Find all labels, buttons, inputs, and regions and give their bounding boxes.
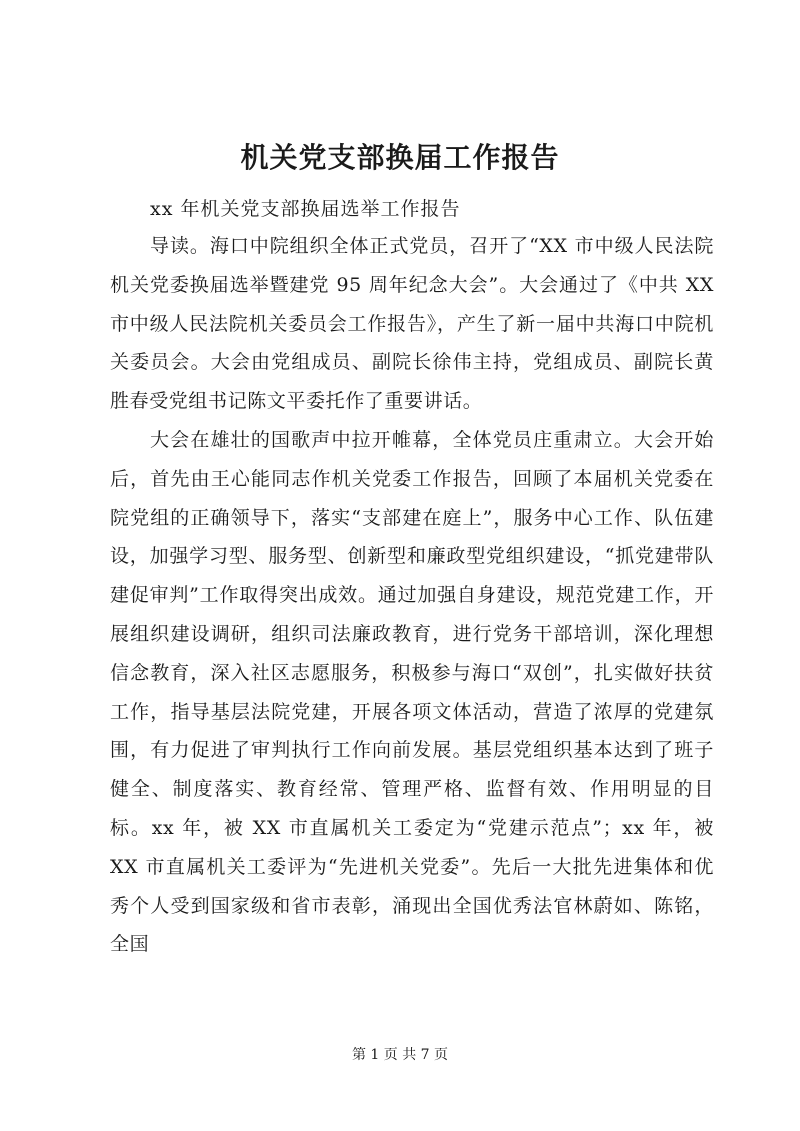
document-title: 机关党支部换届工作报告 <box>240 141 560 174</box>
document-body <box>110 227 714 964</box>
paragraph-main: 大会在雄壮的国歌声中拉开帷幕，全体党员庄重肃立。大会开始后，首先由王心能同志作机关党委工作报告，回顾了本届机关党委在院党组的正确领导下，落实“支部建在庭上”，服务中心工作、队伍建设，加强学习型、服务型、创新型和廉政型党组织建设，“抓党建带队建促审判”工作取得突出成效。通过加强自身建设，规范党建工作，开展组织建设调研，组织司法廉政教育，进行党务干部培训，深化理想信念教育，深入社区志愿服务，积极参与海口“双创”，扎实做好扶贫工作，指导基层法院党建，开展各项文体活动，营造了浓厚的党建氛围，有力促进了审判执行工作向前发展。基层党组织基本达到了班子健全、制度落实、教育经常、管理严格、监督有效、作用明显的目标。xx 年，被 XX 市直属机关工委定为“党建示范点”；xx 年，被 XX 市直属机关工委评为“先进机关党委”。先后一大批先进集体和优秀个人受到国家级和省市表彰，涌现出全国优秀法官林蔚如、陈铭，全国 <box>110 428 714 956</box>
document-subtitle: xx 年机关党支部换届选举工作报告 <box>150 198 461 220</box>
paragraph-intro: 导读。海口中院组织全体正式党员，召开了“XX 市中级人民法院机关党委换届选举暨建党 95 周年纪念大会”。大会通过了《中共 XX 市中级人民法院机关委员会工作报告》，产生了新一届中共海口中院机关委员会。大会由党组成员、副院长徐伟主持，党组成员、副院长黄胜春受党组书记陈文平委托作了重要讲话。 <box>110 235 714 413</box>
page-footer: 第 1 页 共 7 页 <box>351 1047 449 1063</box>
